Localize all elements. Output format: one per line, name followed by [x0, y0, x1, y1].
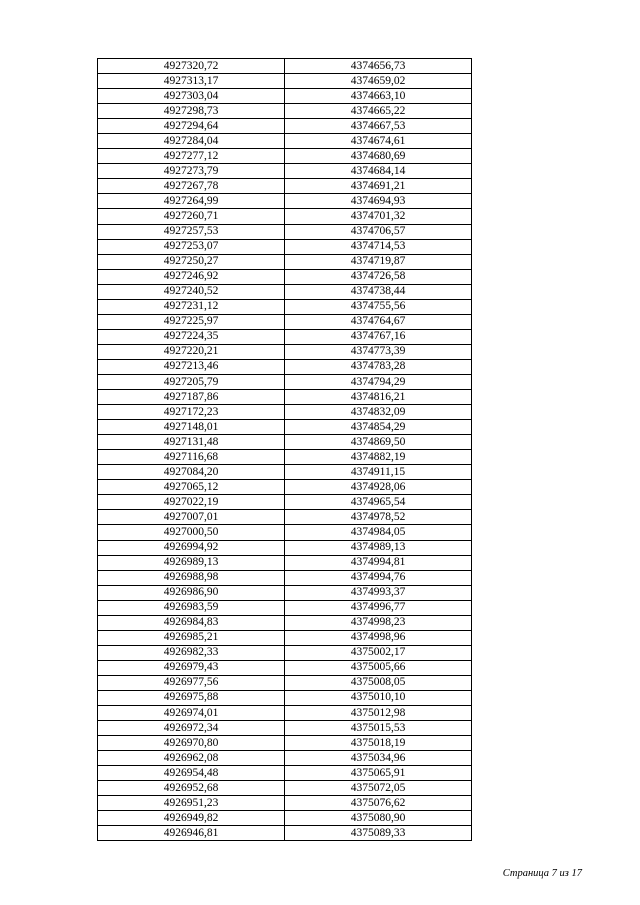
table-row — [98, 495, 472, 510]
table-row — [98, 119, 472, 134]
coordinate-x-cell: 4927264,99 — [98, 194, 285, 209]
table-row — [98, 209, 472, 224]
coordinate-y-cell: 4374998,96 — [285, 630, 472, 645]
coordinate-x-cell: 4927250,27 — [98, 254, 285, 269]
coordinate-x-cell: 4927277,12 — [98, 149, 285, 164]
coordinate-x-cell: 4926977,56 — [98, 675, 285, 690]
coordinate-y-cell: 4374701,32 — [285, 209, 472, 224]
coordinate-y-cell: 4374978,52 — [285, 510, 472, 525]
table-row — [98, 525, 472, 540]
coordinate-x-cell: 4927294,64 — [98, 119, 285, 134]
table-row — [98, 600, 472, 615]
coordinate-x-cell: 4927253,07 — [98, 239, 285, 254]
coordinate-x-cell: 4926970,80 — [98, 736, 285, 751]
coordinate-y-cell: 4374719,87 — [285, 254, 472, 269]
coordinate-y-cell: 4374691,21 — [285, 179, 472, 194]
coordinate-y-cell: 4374674,61 — [285, 134, 472, 149]
coordinate-y-cell: 4374738,44 — [285, 284, 472, 299]
page-number-footer: Страница 7 из 17 — [502, 868, 582, 879]
coordinates-table-body — [98, 59, 472, 841]
coordinate-y-cell: 4374656,73 — [285, 59, 472, 74]
table-row — [98, 615, 472, 630]
coordinate-x-cell: 4927303,04 — [98, 89, 285, 104]
coordinate-x-cell: 4926989,13 — [98, 555, 285, 570]
table-row — [98, 826, 472, 841]
coordinate-x-cell: 4926982,33 — [98, 645, 285, 660]
table-row — [98, 690, 472, 705]
table-row — [98, 420, 472, 435]
table-row — [98, 706, 472, 721]
table-row — [98, 450, 472, 465]
coordinate-y-cell: 4374989,13 — [285, 540, 472, 555]
coordinate-x-cell: 4927225,97 — [98, 314, 285, 329]
table-row — [98, 660, 472, 675]
coordinate-y-cell: 4374783,28 — [285, 359, 472, 374]
coordinate-y-cell: 4374911,15 — [285, 465, 472, 480]
coordinate-x-cell: 4927267,78 — [98, 179, 285, 194]
coordinate-x-cell: 4926984,83 — [98, 615, 285, 630]
table-row — [98, 721, 472, 736]
table-row — [98, 254, 472, 269]
table-row — [98, 480, 472, 495]
coordinate-x-cell: 4927284,04 — [98, 134, 285, 149]
table-row — [98, 89, 472, 104]
coordinate-x-cell: 4927007,01 — [98, 510, 285, 525]
coordinate-x-cell: 4927246,92 — [98, 269, 285, 284]
table-row — [98, 766, 472, 781]
coordinate-y-cell: 4375076,62 — [285, 796, 472, 811]
table-row — [98, 510, 472, 525]
table-row — [98, 374, 472, 389]
coordinate-y-cell: 4374869,50 — [285, 435, 472, 450]
table-row — [98, 359, 472, 374]
coordinate-x-cell: 4926975,88 — [98, 690, 285, 705]
table-row — [98, 405, 472, 420]
coordinate-y-cell: 4375002,17 — [285, 645, 472, 660]
coordinate-x-cell: 4927065,12 — [98, 480, 285, 495]
coordinate-y-cell: 4374773,39 — [285, 344, 472, 359]
coordinate-x-cell: 4926972,34 — [98, 721, 285, 736]
coordinate-x-cell: 4927187,86 — [98, 390, 285, 405]
table-row — [98, 179, 472, 194]
coordinate-y-cell: 4374726,58 — [285, 269, 472, 284]
coordinate-x-cell: 4927298,73 — [98, 104, 285, 119]
coordinate-y-cell: 4374667,53 — [285, 119, 472, 134]
table-row — [98, 570, 472, 585]
coordinate-x-cell: 4927148,01 — [98, 420, 285, 435]
table-row — [98, 194, 472, 209]
coordinate-x-cell: 4927022,19 — [98, 495, 285, 510]
coordinate-x-cell: 4927000,50 — [98, 525, 285, 540]
table-row — [98, 104, 472, 119]
table-row — [98, 59, 472, 74]
coordinate-y-cell: 4374816,21 — [285, 390, 472, 405]
coordinate-x-cell: 4927116,68 — [98, 450, 285, 465]
table-row — [98, 314, 472, 329]
coordinate-y-cell: 4375008,05 — [285, 675, 472, 690]
coordinate-x-cell: 4927257,53 — [98, 224, 285, 239]
coordinate-x-cell: 4926994,92 — [98, 540, 285, 555]
coordinate-y-cell: 4374854,29 — [285, 420, 472, 435]
table-row — [98, 751, 472, 766]
table-row — [98, 149, 472, 164]
coordinate-y-cell: 4374680,69 — [285, 149, 472, 164]
coordinate-x-cell: 4926954,48 — [98, 766, 285, 781]
coordinate-x-cell: 4927320,72 — [98, 59, 285, 74]
coordinate-y-cell: 4375080,90 — [285, 811, 472, 826]
coordinate-x-cell: 4926983,59 — [98, 600, 285, 615]
coordinate-x-cell: 4926988,98 — [98, 570, 285, 585]
coordinate-x-cell: 4927240,52 — [98, 284, 285, 299]
coordinate-y-cell: 4374764,67 — [285, 314, 472, 329]
coordinate-y-cell: 4375034,96 — [285, 751, 472, 766]
coordinate-y-cell: 4375072,05 — [285, 781, 472, 796]
table-row — [98, 239, 472, 254]
table-row — [98, 781, 472, 796]
coordinate-x-cell: 4927231,12 — [98, 299, 285, 314]
table-row — [98, 736, 472, 751]
table-row — [98, 811, 472, 826]
table-row — [98, 465, 472, 480]
coordinate-y-cell: 4374994,81 — [285, 555, 472, 570]
table-row — [98, 299, 472, 314]
table-row — [98, 74, 472, 89]
coordinate-y-cell: 4374694,93 — [285, 194, 472, 209]
table-row — [98, 630, 472, 645]
coordinate-y-cell: 4375015,53 — [285, 721, 472, 736]
coordinate-y-cell: 4374965,54 — [285, 495, 472, 510]
coordinate-x-cell: 4927313,17 — [98, 74, 285, 89]
coordinate-x-cell: 4927213,46 — [98, 359, 285, 374]
coordinate-y-cell: 4374832,09 — [285, 405, 472, 420]
coordinate-x-cell: 4926946,81 — [98, 826, 285, 841]
coordinate-y-cell: 4375012,98 — [285, 706, 472, 721]
coordinate-y-cell: 4375065,91 — [285, 766, 472, 781]
coordinate-y-cell: 4374994,76 — [285, 570, 472, 585]
coordinate-y-cell: 4374665,22 — [285, 104, 472, 119]
coordinate-y-cell: 4375018,19 — [285, 736, 472, 751]
table-row — [98, 269, 472, 284]
coordinate-y-cell: 4374996,77 — [285, 600, 472, 615]
table-row — [98, 585, 472, 600]
coordinate-y-cell: 4374663,10 — [285, 89, 472, 104]
coordinate-x-cell: 4926952,68 — [98, 781, 285, 796]
coordinate-x-cell: 4927084,20 — [98, 465, 285, 480]
coordinate-y-cell: 4374993,37 — [285, 585, 472, 600]
table-row — [98, 435, 472, 450]
table-row — [98, 164, 472, 179]
coordinate-x-cell: 4926979,43 — [98, 660, 285, 675]
coordinate-y-cell: 4374928,06 — [285, 480, 472, 495]
coordinate-y-cell: 4374659,02 — [285, 74, 472, 89]
coordinate-y-cell: 4374882,19 — [285, 450, 472, 465]
coordinate-x-cell: 4926951,23 — [98, 796, 285, 811]
coordinates-table — [97, 58, 472, 841]
coordinate-y-cell: 4374755,56 — [285, 299, 472, 314]
coordinate-y-cell: 4374998,23 — [285, 615, 472, 630]
coordinate-x-cell: 4927172,23 — [98, 405, 285, 420]
coordinate-y-cell: 4374706,57 — [285, 224, 472, 239]
coordinate-x-cell: 4927220,21 — [98, 344, 285, 359]
coordinate-x-cell: 4926962,08 — [98, 751, 285, 766]
coordinate-x-cell: 4927273,79 — [98, 164, 285, 179]
table-row — [98, 555, 472, 570]
coordinate-x-cell: 4927131,48 — [98, 435, 285, 450]
coordinate-y-cell: 4374794,29 — [285, 374, 472, 389]
coordinate-x-cell: 4926986,90 — [98, 585, 285, 600]
coordinate-y-cell: 4374984,05 — [285, 525, 472, 540]
coordinate-x-cell: 4926985,21 — [98, 630, 285, 645]
table-row — [98, 645, 472, 660]
coordinate-x-cell: 4927260,71 — [98, 209, 285, 224]
coordinate-y-cell: 4374714,53 — [285, 239, 472, 254]
coordinate-x-cell: 4927224,35 — [98, 329, 285, 344]
table-row — [98, 344, 472, 359]
coordinate-x-cell: 4927205,79 — [98, 374, 285, 389]
coordinate-x-cell: 4926974,01 — [98, 706, 285, 721]
table-row — [98, 796, 472, 811]
coordinate-x-cell: 4926949,82 — [98, 811, 285, 826]
coordinate-y-cell: 4374684,14 — [285, 164, 472, 179]
coordinate-y-cell: 4375005,66 — [285, 660, 472, 675]
table-row — [98, 224, 472, 239]
coordinate-y-cell: 4375010,10 — [285, 690, 472, 705]
table-row — [98, 390, 472, 405]
table-row — [98, 675, 472, 690]
table-row — [98, 284, 472, 299]
table-row — [98, 540, 472, 555]
table-row — [98, 329, 472, 344]
coordinate-y-cell: 4374767,16 — [285, 329, 472, 344]
coordinate-y-cell: 4375089,33 — [285, 826, 472, 841]
table-row — [98, 134, 472, 149]
